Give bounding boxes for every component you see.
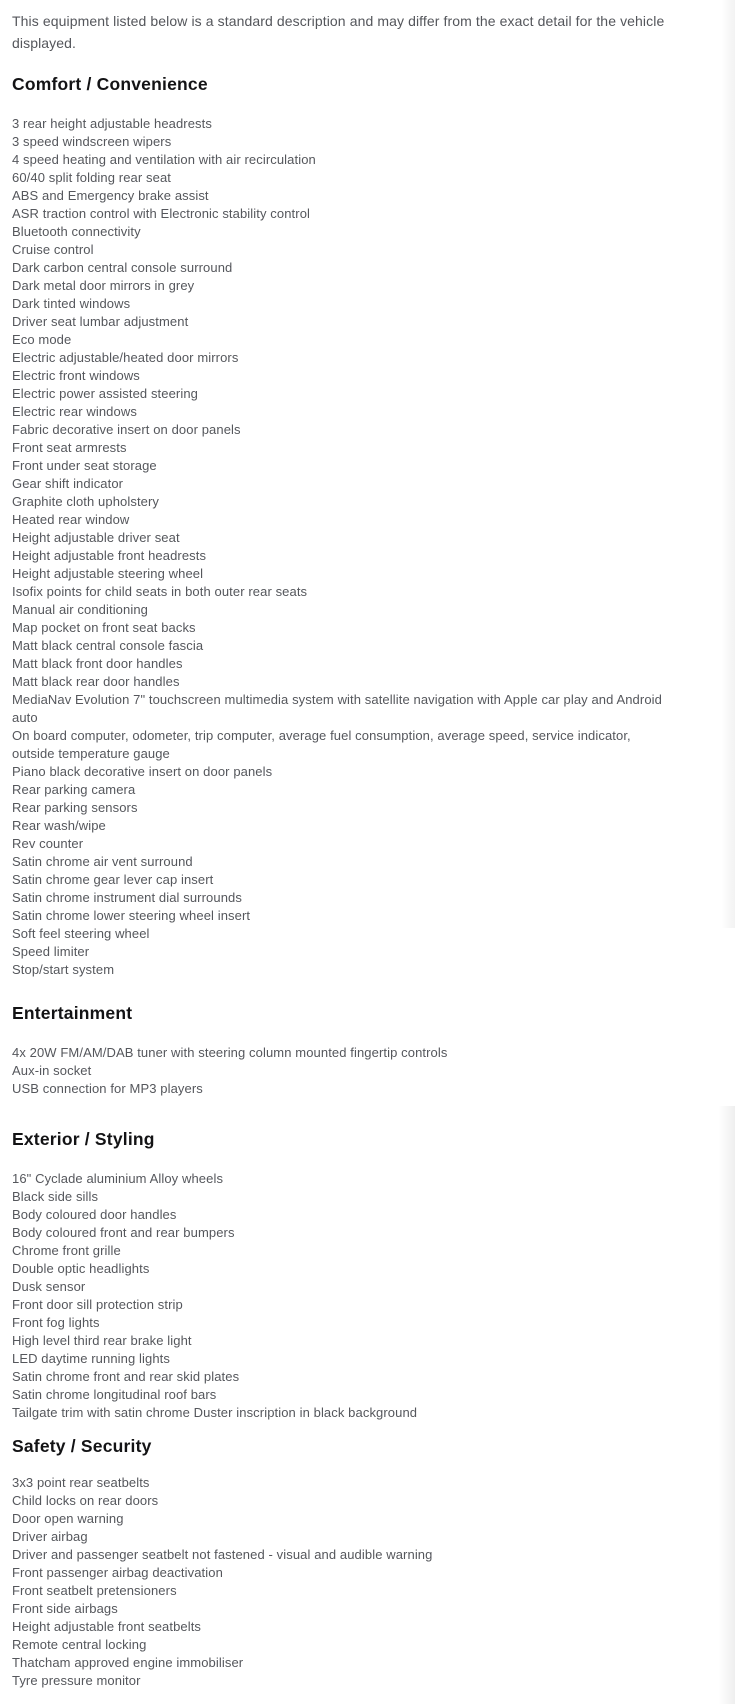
equipment-item: Driver and passenger seatbelt not fastened - visual and audible warning <box>12 1547 433 1562</box>
equipment-disclaimer-text: This equipment listed below is a standard description and may differ from the exact detail for the vehicle displayed. <box>12 13 665 51</box>
equipment-item: 16" Cyclade aluminium Alloy wheels <box>12 1171 224 1186</box>
equipment-item: Remote central locking <box>12 1637 147 1652</box>
equipment-list-entertainment <box>12 1044 672 1098</box>
equipment-item: ASR traction control with Electronic stability control <box>12 206 311 221</box>
equipment-item: Matt black rear door handles <box>12 674 180 689</box>
equipment-item: High level third rear brake light <box>12 1333 192 1348</box>
equipment-item: Double optic headlights <box>12 1261 150 1276</box>
equipment-item: Tyre pressure monitor <box>12 1673 141 1688</box>
equipment-item: Graphite cloth upholstery <box>12 494 160 509</box>
equipment-item: Fabric decorative insert on door panels <box>12 422 241 437</box>
equipment-item: Isofix points for child seats in both outer rear seats <box>12 584 308 599</box>
equipment-item: Soft feel steering wheel <box>12 926 150 941</box>
equipment-item: Cruise control <box>12 242 94 257</box>
equipment-item: Electric adjustable/heated door mirrors <box>12 350 239 365</box>
equipment-item: 4x 20W FM/AM/DAB tuner with steering column mounted fingertip controls <box>12 1045 448 1060</box>
equipment-item: Front seat armrests <box>12 440 127 455</box>
equipment-item: Front side airbags <box>12 1601 118 1616</box>
equipment-item: Dark metal door mirrors in grey <box>12 278 195 293</box>
equipment-item: Satin chrome lower steering wheel insert <box>12 908 251 923</box>
equipment-item: Dark tinted windows <box>12 296 131 311</box>
section-comfort-convenience <box>12 74 735 979</box>
equipment-list-safety-security <box>12 1474 672 1690</box>
equipment-item: Heated rear window <box>12 512 130 527</box>
equipment-item: Matt black central console fascia <box>12 638 204 653</box>
equipment-item: Manual air conditioning <box>12 602 148 617</box>
equipment-item: Black side sills <box>12 1189 99 1204</box>
equipment-item: Bluetooth connectivity <box>12 224 141 239</box>
equipment-item: USB connection for MP3 players <box>12 1081 203 1096</box>
equipment-item: Front door sill protection strip <box>12 1297 183 1312</box>
equipment-item: Piano black decorative insert on door panels <box>12 764 273 779</box>
equipment-item: Dark carbon central console surround <box>12 260 233 275</box>
section-title-comfort-convenience: Comfort / Convenience <box>12 74 208 94</box>
equipment-item: Body coloured door handles <box>12 1207 177 1222</box>
equipment-item: Height adjustable steering wheel <box>12 566 204 581</box>
equipment-item: Satin chrome longitudinal roof bars <box>12 1387 217 1402</box>
section-title-entertainment: Entertainment <box>12 1003 133 1023</box>
equipment-item: Height adjustable front seatbelts <box>12 1619 202 1634</box>
equipment-item: Driver seat lumbar adjustment <box>12 314 189 329</box>
equipment-item: Chrome front grille <box>12 1243 121 1258</box>
equipment-item: Thatcham approved engine immobiliser <box>12 1655 244 1670</box>
equipment-item: Aux-in socket <box>12 1063 92 1078</box>
equipment-item: Satin chrome instrument dial surrounds <box>12 890 242 905</box>
equipment-list-comfort-convenience <box>12 115 672 979</box>
equipment-item: Electric power assisted steering <box>12 386 198 401</box>
equipment-item: Rear wash/wipe <box>12 818 106 833</box>
equipment-item: Front seatbelt pretensioners <box>12 1583 177 1598</box>
equipment-item: Front under seat storage <box>12 458 157 473</box>
equipment-item: Electric rear windows <box>12 404 137 419</box>
equipment-item: Speed limiter <box>12 944 90 959</box>
equipment-item: Height adjustable front headrests <box>12 548 207 563</box>
equipment-item: ABS and Emergency brake assist <box>12 188 209 203</box>
equipment-item: Rear parking sensors <box>12 800 138 815</box>
equipment-item: 3 speed windscreen wipers <box>12 134 172 149</box>
equipment-item: Tailgate trim with satin chrome Duster inscription in black background <box>12 1405 418 1420</box>
equipment-item: Door open warning <box>12 1511 124 1526</box>
equipment-item: Satin chrome gear lever cap insert <box>12 872 214 887</box>
equipment-item: Driver airbag <box>12 1529 88 1544</box>
equipment-item: Matt black front door handles <box>12 656 183 671</box>
equipment-item: Height adjustable driver seat <box>12 530 180 545</box>
equipment-item: Map pocket on front seat backs <box>12 620 196 635</box>
section-safety-security <box>12 1436 735 1690</box>
equipment-item: Body coloured front and rear bumpers <box>12 1225 235 1240</box>
section-title-safety-security: Safety / Security <box>12 1436 152 1456</box>
equipment-item: Electric front windows <box>12 368 140 383</box>
section-entertainment <box>12 1003 735 1098</box>
equipment-item: LED daytime running lights <box>12 1351 170 1366</box>
equipment-list-exterior-styling <box>12 1170 672 1422</box>
equipment-item: Dusk sensor <box>12 1279 86 1294</box>
equipment-item: Child locks on rear doors <box>12 1493 159 1508</box>
equipment-item: 4 speed heating and ventilation with air recirculation <box>12 152 316 167</box>
equipment-item: On board computer, odometer, trip computer, average fuel consumption, average speed, service indicator, outside temperature gauge <box>12 728 631 761</box>
section-title-exterior-styling: Exterior / Styling <box>12 1129 155 1149</box>
equipment-item: Gear shift indicator <box>12 476 124 491</box>
equipment-item: 3 rear height adjustable headrests <box>12 116 212 131</box>
equipment-item: 60/40 split folding rear seat <box>12 170 171 185</box>
equipment-item: Rear parking camera <box>12 782 136 797</box>
equipment-item: Rev counter <box>12 836 84 851</box>
equipment-item: Stop/start system <box>12 962 115 977</box>
section-exterior-styling <box>12 1129 735 1422</box>
equipment-item: Satin chrome air vent surround <box>12 854 193 869</box>
equipment-item: Front fog lights <box>12 1315 100 1330</box>
equipment-item: 3x3 point rear seatbelts <box>12 1475 150 1490</box>
equipment-item: MediaNav Evolution 7" touchscreen multimedia system with satellite navigation with Apple car play and Android auto <box>12 692 662 725</box>
equipment-item: Front passenger airbag deactivation <box>12 1565 223 1580</box>
equipment-item: Eco mode <box>12 332 72 347</box>
equipment-item: Satin chrome front and rear skid plates <box>12 1369 240 1384</box>
